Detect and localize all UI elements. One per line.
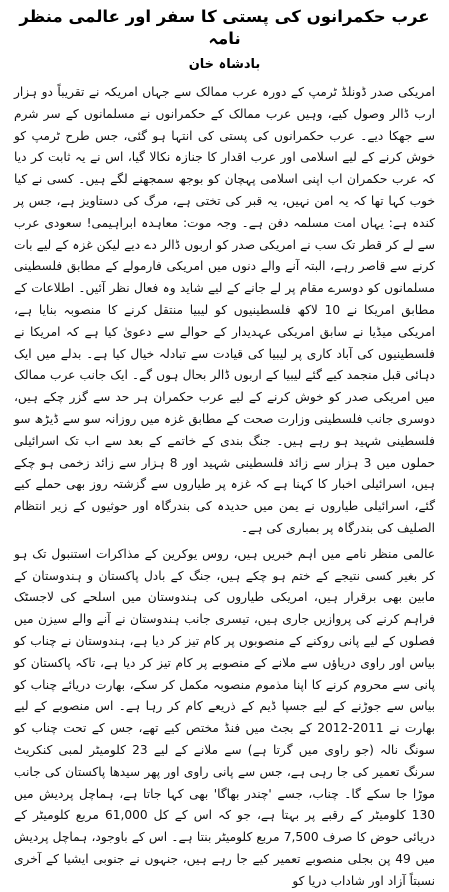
article-author: بادشاہ خان bbox=[188, 57, 261, 72]
article-paragraph-2: عالمی منظر نامے میں اہم خبریں ہیں، روس یوکرین کے مذاکرات استنبول تک ہو کر بغیر کسی نتیجے کے ختم ہو چکے ہیں، جنگ کے بادل پاکستان و ہندوستان کے مابین بھی برقرار ہیں، امریکی طیاروں کی ہندوستان میں اسلحے کی لاجسٹک فراہم کرنے کی پروازیں جاری ہیں، تیسری جانب ہندوستان نے آنے والے سیزن میں فصلوں کے لیے پانی روکنے کے منصوبوں پر کام تیز کر دیا ہے، ہندوستان نے چناب کو بیاس اور راوی دریاؤں سے ملانے کے منصوبے پر کام تیز کر دیا ہے، تاکہ پاکستان کو پانی سے محروم کرنے کا اپنا مذموم منصوبہ مکمل کر سکے، بھارت دریائے چناب کو بیاس سے جوڑنے کے لیے جسپا ڈیم کے ذریعے کام کر رہا ہے۔ اس منصوبے کے لیے بھارت نے 2011-2012 کے بجٹ میں فنڈ مختص کیے تھے، جس کے تحت چناب کو سونگ نالہ (جو راوی میں گرتا ہے) سے ملانے کے لیے 23 کلومیٹر لمبی کنکریٹ سرنگ تعمیر کی جا رہی ہے، جس سے پانی راوی اور پھر سیدھا پاکستان کی جانب موڑا جا سکے گا۔ چناب، جسے 'چندر بھاگا' بھی کہا جاتا ہے، ہماچل پردیش میں 130 کلومیٹر کے رقبے پر بہتا ہے، جو کہ اس کے کل 61,000 مربع کلومیٹر کے دریائی حوض کا صرف 7,500 مربع کلومیٹر بنتا ہے۔ اس کے باوجود، ہماچل پردیش میں 49 پن بجلی منصوبے تعمیر کیے جا رہے ہیں، جنہوں نے جنوبی ایشیا کے آخری نسبتاً آزاد اور شاداب دریا کو bbox=[14, 546, 436, 888]
article-paragraph-1: امریکی صدر ڈونلڈ ٹرمپ کے دورہ عرب ممالک سے جہاں امریکہ نے تقریباً دو ہزار ارب ڈالر وصول کیے، وہیں عرب ممالک کے حکمرانوں نے مسلمانوں کے سر شرم سے جھکا دیے۔ عرب حکمرانوں کی پستی کی انتہا ہو گئی، جس طرح ٹرمپ کو خوش کرنے کے لیے اسلامی اور عرب اقدار کا جنازہ نکالا گیا، اس نے یہ ثابت کر دیا کہ عرب حکمران اب اپنی اسلامی پہچان کو بوجھ سمجھنے لگے ہیں۔ کسی نے کیا خوب کہا تھا کہ یہ امن نہیں، یہ قبر کی تختی ہے، مرگ کی دستاویز ہے، جس پر کندہ ہے: یہاں امت مسلمہ دفن ہے۔ وجہ موت: معاہدہ ابراہیمی! سعودی عرب سے لے کر قطر تک سب نے امریکی صدر کو اربوں ڈالر دے دیے لیکن غزہ کے لیے بات کرنے سے قاصر رہے، البتہ آنے والے دنوں میں امریکی فارمولے کے مطابق فلسطینی مسلمانوں کو دوسرے مقام پر لے جانے کے لیے شاید وہ فعال نظر آئیں۔ اطلاعات کے مطابق امریکا نے 10 لاکھ فلسطینیوں کو لیبیا منتقل کرنے کا منصوبہ بنایا ہے، امریکی میڈیا نے سابق امریکی عہدیدار کے حوالے سے دعویٰ کیا ہے کہ امریکا نے فلسطینیوں کی آباد کاری پر لیبیا کی قیادت سے تبادلہ خیال کیا ہے۔ بدلے میں ایک دہائی قبل منجمد کیے گئے لیبیا کے اربوں ڈالر بحال ہوں گے۔ ایک جانب عرب ممالک میں امریکی صدر کو خوش کرنے کے لیے عرب حکمران ہر حد سے گزر چکے ہیں، دوسری جانب فلسطینی وزارت صحت کے مطابق غزہ میں روزانہ سو سے ڈیڑھ سو فلسطینی شہید ہو رہے ہیں۔ جنگ بندی کے خاتمے کے بعد سے اب تک اسرائیلی حملوں میں 3 ہزار سے زائد فلسطینی شہید اور 8 ہزار سے زائد زخمی ہو چکے ہیں، اسرائیلی اخبار کا کہنا ہے کہ غزہ پر طیاروں سے گزشتہ روز بھی حملے کیے گئے، اسرائیلی طیاروں نے یمن میں حدیدہ کی بندرگاہ اور حوثیوں کے زیر انتظام الصلیف کی بندرگاہ پر بمباری کی ہے۔ bbox=[14, 85, 436, 535]
article-title: عرب حکمرانوں کی پستی کا سفر اور عالمی منظر نامہ bbox=[19, 7, 430, 48]
